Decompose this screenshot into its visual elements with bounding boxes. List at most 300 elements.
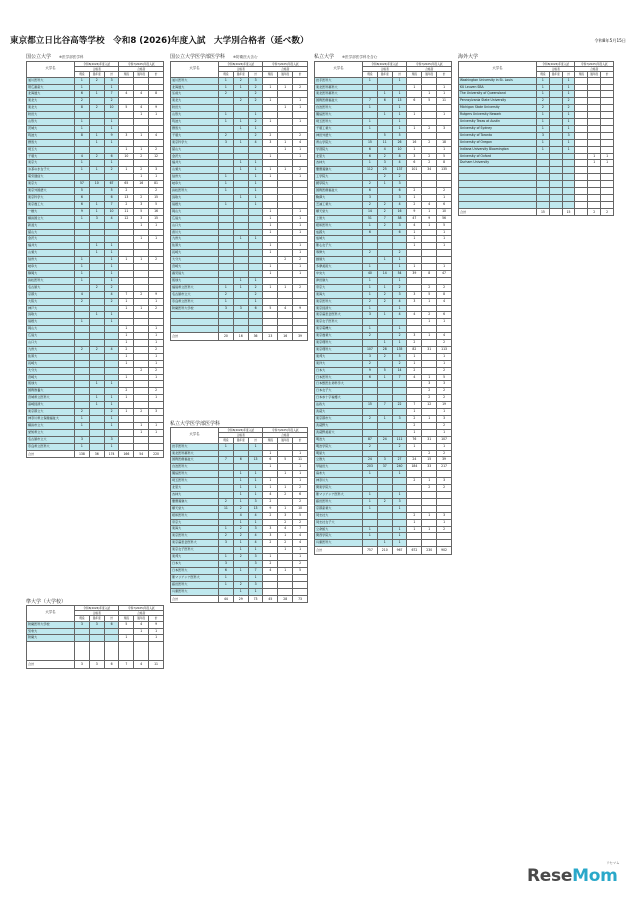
cell-value: 5 bbox=[437, 153, 452, 160]
cell-value: 3 bbox=[149, 409, 164, 416]
table-row bbox=[315, 443, 452, 450]
cell-value: 1 bbox=[437, 353, 452, 360]
table-row bbox=[315, 77, 452, 84]
university-name: University of Oxford bbox=[459, 153, 537, 160]
header-ronin: 過年度 bbox=[278, 72, 293, 77]
table-row bbox=[27, 319, 164, 326]
total-value bbox=[549, 208, 562, 216]
cell-value: 1 bbox=[219, 77, 234, 84]
table-row bbox=[315, 305, 452, 312]
cell-value: 1 bbox=[149, 333, 164, 340]
cell-value: 1 bbox=[104, 250, 119, 257]
cell-value bbox=[233, 270, 248, 277]
university-name: Michigan State University bbox=[459, 105, 537, 112]
university-name: 東北医科薬科大 bbox=[315, 91, 363, 98]
table-row bbox=[27, 84, 164, 91]
cell-value bbox=[134, 381, 149, 388]
cell-value bbox=[377, 478, 392, 485]
cell-value bbox=[75, 305, 90, 312]
cell-value: 1 bbox=[89, 139, 104, 146]
cell-value bbox=[575, 98, 588, 105]
cell-value: 13 bbox=[119, 195, 134, 202]
university-name: 岩手医科大 bbox=[171, 443, 219, 450]
cell-value bbox=[278, 153, 293, 160]
cell-value: 1 bbox=[219, 181, 234, 188]
cell-value: 2 bbox=[119, 346, 134, 353]
total-label: 合計 bbox=[27, 661, 75, 669]
cell-value: 1 bbox=[104, 312, 119, 319]
cell-value: 1 bbox=[562, 77, 575, 84]
header-ronin: 過年度 bbox=[233, 72, 248, 77]
header-total: 計 bbox=[248, 438, 263, 443]
cell-value bbox=[422, 257, 437, 264]
cell-value: 1 bbox=[263, 264, 278, 271]
cell-value bbox=[422, 353, 437, 360]
cell-value bbox=[278, 195, 293, 202]
cell-value: 14 bbox=[392, 367, 407, 374]
cell-value bbox=[537, 201, 550, 208]
table-row bbox=[315, 215, 452, 222]
cell-value bbox=[248, 243, 263, 250]
cell-value: 1 bbox=[75, 119, 90, 126]
cell-value: 4 bbox=[293, 540, 308, 547]
cell-value: 1 bbox=[437, 84, 452, 91]
table-row bbox=[315, 353, 452, 360]
cell-value bbox=[601, 174, 614, 181]
table-row bbox=[315, 229, 452, 236]
cell-value: 2 bbox=[89, 284, 104, 291]
cell-value: 3 bbox=[363, 195, 378, 202]
cell-value: 1 bbox=[562, 112, 575, 119]
table-row bbox=[315, 298, 452, 305]
cell-value: 1 bbox=[407, 429, 422, 436]
cell-value bbox=[392, 429, 407, 436]
header-pass: 合格者 bbox=[219, 433, 263, 438]
university-name bbox=[171, 326, 219, 333]
cell-value: 4 bbox=[248, 512, 263, 519]
cell-value: 1 bbox=[248, 491, 263, 498]
cell-value bbox=[89, 436, 104, 443]
cell-value: 4 bbox=[278, 305, 293, 312]
table-row bbox=[27, 402, 164, 409]
table-row bbox=[459, 105, 614, 112]
header-pass: 合格者 bbox=[537, 67, 575, 72]
university-name: 慶應義塾大 bbox=[315, 167, 363, 174]
cell-value bbox=[89, 160, 104, 167]
cell-value bbox=[601, 91, 614, 98]
cell-value bbox=[263, 195, 278, 202]
cell-value bbox=[549, 181, 562, 188]
cell-value: 1 bbox=[104, 277, 119, 284]
cell-value: 40 bbox=[363, 270, 378, 277]
cell-value: 2 bbox=[75, 98, 90, 105]
cell-value bbox=[562, 160, 575, 167]
section-name: 国公立大学 bbox=[26, 54, 52, 60]
cell-value: 8 bbox=[149, 91, 164, 98]
cell-value: 4 bbox=[104, 346, 119, 353]
total-value: 2 bbox=[588, 208, 601, 216]
cell-value: 1 bbox=[537, 91, 550, 98]
cell-value bbox=[575, 146, 588, 153]
cell-value: 12 bbox=[119, 215, 134, 222]
cell-value: 8 bbox=[75, 105, 90, 112]
cell-value: 1 bbox=[363, 491, 378, 498]
cell-value: 4 bbox=[377, 146, 392, 153]
cell-value: 31 bbox=[422, 436, 437, 443]
university-name bbox=[171, 312, 219, 319]
table-row bbox=[171, 195, 308, 202]
cell-value bbox=[89, 305, 104, 312]
table-row bbox=[459, 201, 614, 208]
cell-value bbox=[149, 139, 164, 146]
cell-value: 1 bbox=[437, 319, 452, 326]
table-row bbox=[171, 174, 308, 181]
cell-value: 3 bbox=[407, 333, 422, 340]
cell-value bbox=[219, 160, 234, 167]
cell-value: 1 bbox=[134, 305, 149, 312]
cell-value bbox=[537, 181, 550, 188]
table-row bbox=[315, 416, 452, 423]
cell-value bbox=[263, 201, 278, 208]
cell-value bbox=[119, 319, 134, 326]
cell-value: 3 bbox=[134, 201, 149, 208]
cell-value bbox=[119, 229, 134, 236]
total-value: 672 bbox=[407, 547, 422, 555]
total-value: 45 bbox=[263, 595, 278, 603]
university-name: 東京女子医科大 bbox=[171, 547, 219, 554]
cell-value bbox=[377, 395, 392, 402]
cell-value bbox=[437, 119, 452, 126]
university-name: 埼玉大 bbox=[27, 146, 75, 153]
table-row bbox=[171, 112, 308, 119]
cell-value: 2 bbox=[134, 409, 149, 416]
total-value: 3 bbox=[75, 661, 90, 669]
cell-value bbox=[422, 277, 437, 284]
cell-value: 1 bbox=[263, 243, 278, 250]
cell-value bbox=[75, 367, 90, 374]
cell-value: 8 bbox=[75, 132, 90, 139]
cell-value bbox=[377, 422, 392, 429]
cell-value: 1 bbox=[537, 77, 550, 84]
cell-value bbox=[549, 132, 562, 139]
university-name: 関東学院大 bbox=[315, 485, 363, 492]
cell-value bbox=[233, 257, 248, 264]
university-name: 東京医科大 bbox=[315, 298, 363, 305]
university-name: 藤田医科大 bbox=[171, 581, 219, 588]
cell-value: 1 bbox=[363, 125, 378, 132]
cell-value: 1 bbox=[233, 567, 248, 574]
table-row bbox=[315, 360, 452, 367]
cell-value: 1 bbox=[149, 353, 164, 360]
table-row bbox=[171, 298, 308, 305]
cell-value: 1 bbox=[104, 125, 119, 132]
table-row bbox=[27, 264, 164, 271]
cell-value: 14 bbox=[363, 208, 378, 215]
cell-value: 3 bbox=[219, 540, 234, 547]
cell-value bbox=[219, 264, 234, 271]
cell-value: 81 bbox=[149, 181, 164, 188]
table-row bbox=[27, 98, 164, 105]
cell-value: 19 bbox=[437, 402, 452, 409]
cell-value: 1 bbox=[75, 257, 90, 264]
cell-value: 51 bbox=[363, 215, 378, 222]
cell-value: 1 bbox=[363, 305, 378, 312]
cell-value bbox=[75, 112, 90, 119]
table-row bbox=[315, 236, 452, 243]
cell-value: 1 bbox=[104, 270, 119, 277]
cell-value: 2 bbox=[248, 91, 263, 98]
cell-value bbox=[422, 491, 437, 498]
table-row bbox=[27, 443, 164, 450]
cell-value: 1 bbox=[422, 374, 437, 381]
cell-value: 3 bbox=[263, 533, 278, 540]
cell-value: 1 bbox=[278, 105, 293, 112]
section-note: ※防衛医大含む bbox=[233, 55, 258, 59]
total-value: 73 bbox=[248, 595, 263, 603]
cell-value bbox=[119, 443, 134, 450]
cell-value: 1 bbox=[422, 526, 437, 533]
total-label: 合計 bbox=[171, 333, 219, 341]
cell-value bbox=[263, 236, 278, 243]
cell-value bbox=[263, 298, 278, 305]
cell-value: 2 bbox=[377, 498, 392, 505]
cell-value: 1 bbox=[392, 526, 407, 533]
cell-value: 1 bbox=[233, 491, 248, 498]
cell-value bbox=[549, 139, 562, 146]
cell-value bbox=[134, 635, 149, 642]
cell-value: 1 bbox=[392, 112, 407, 119]
cell-value bbox=[134, 125, 149, 132]
table-row bbox=[27, 305, 164, 312]
table-row bbox=[27, 422, 164, 429]
total-row bbox=[27, 450, 164, 458]
cell-value: 13 bbox=[392, 98, 407, 105]
cell-value: 1 bbox=[263, 464, 278, 471]
cell-value bbox=[407, 174, 422, 181]
cell-value bbox=[134, 326, 149, 333]
cell-value bbox=[89, 229, 104, 236]
cell-value bbox=[575, 167, 588, 174]
cell-value bbox=[588, 194, 601, 201]
cell-value: 1 bbox=[219, 526, 234, 533]
cell-value: 1 bbox=[278, 547, 293, 554]
cell-value: 2 bbox=[278, 519, 293, 526]
cell-value bbox=[233, 298, 248, 305]
cell-value bbox=[392, 485, 407, 492]
header-gen: 現役 bbox=[537, 72, 550, 77]
university-name: 中央大 bbox=[315, 270, 363, 277]
cell-value bbox=[278, 326, 293, 333]
university-name: 福島県立医科大 bbox=[171, 284, 219, 291]
cell-value bbox=[601, 188, 614, 195]
university-name: 武蔵野大 bbox=[315, 422, 363, 429]
cell-value bbox=[575, 139, 588, 146]
cell-value: 1 bbox=[377, 540, 392, 547]
cell-value: 1 bbox=[278, 84, 293, 91]
cell-value bbox=[233, 201, 248, 208]
cell-value bbox=[588, 119, 601, 126]
cell-value: 1 bbox=[233, 119, 248, 126]
cell-value bbox=[278, 443, 293, 450]
table-row bbox=[27, 416, 164, 423]
cell-value bbox=[363, 395, 378, 402]
cell-value bbox=[75, 236, 90, 243]
university-name: 学習院大 bbox=[315, 146, 363, 153]
table-row bbox=[27, 340, 164, 347]
table-row bbox=[171, 554, 308, 561]
university-name: Rutgers University Newark bbox=[459, 112, 537, 119]
cell-value bbox=[248, 312, 263, 319]
cell-value: 7 bbox=[104, 201, 119, 208]
cell-value: 1 bbox=[407, 236, 422, 243]
cell-value: 1 bbox=[278, 139, 293, 146]
header-ronin: 過年度 bbox=[134, 72, 149, 77]
university-name: 成城大 bbox=[315, 236, 363, 243]
university-name: Pennsylvania State University bbox=[459, 98, 537, 105]
cell-value: 3 bbox=[377, 457, 392, 464]
cell-value bbox=[233, 181, 248, 188]
cell-value: 3 bbox=[363, 312, 378, 319]
cell-value bbox=[407, 284, 422, 291]
cell-value bbox=[89, 360, 104, 367]
section-title-national bbox=[26, 53, 84, 60]
cell-value: 1 bbox=[363, 471, 378, 478]
total-value: 16 bbox=[278, 333, 293, 341]
cell-value: 5 bbox=[149, 201, 164, 208]
cell-value: 3 bbox=[104, 77, 119, 84]
cell-value bbox=[219, 153, 234, 160]
cell-value: 1 bbox=[134, 132, 149, 139]
cell-value: 1 bbox=[149, 222, 164, 229]
university-name: 防衛医科大学校 bbox=[171, 305, 219, 312]
cell-value bbox=[422, 367, 437, 374]
university-name: 岩手医科大 bbox=[315, 77, 363, 84]
cell-value: 2 bbox=[89, 346, 104, 353]
table-row bbox=[171, 153, 308, 160]
cell-value: 13 bbox=[248, 505, 263, 512]
cell-value bbox=[219, 485, 234, 492]
cell-value: 1 bbox=[407, 146, 422, 153]
cell-value: 1 bbox=[407, 526, 422, 533]
table-row bbox=[315, 153, 452, 160]
cell-value: 1 bbox=[233, 195, 248, 202]
cell-value bbox=[377, 264, 392, 271]
header-year-2026: 令和8(2026)年度入試 bbox=[219, 62, 263, 67]
header-total: 計 bbox=[149, 72, 164, 77]
cell-value bbox=[549, 160, 562, 167]
total-value: 36 bbox=[89, 450, 104, 458]
cell-value bbox=[377, 443, 392, 450]
cell-value bbox=[119, 77, 134, 84]
cell-value: 11 bbox=[119, 208, 134, 215]
cell-value: 7 bbox=[363, 98, 378, 105]
cell-value: 5 bbox=[134, 208, 149, 215]
header-name: 大学名 bbox=[315, 62, 363, 78]
header-year-2026: 令和8(2026)年度入試 bbox=[75, 606, 119, 611]
university-name: 佐賀大 bbox=[27, 353, 75, 360]
cell-value bbox=[575, 153, 588, 160]
cell-value bbox=[104, 112, 119, 119]
cell-value: 5 bbox=[437, 374, 452, 381]
cell-value: 6 bbox=[437, 312, 452, 319]
table-row bbox=[27, 395, 164, 402]
cell-value: 8 bbox=[392, 153, 407, 160]
table-row bbox=[315, 201, 452, 208]
cell-value: 1 bbox=[75, 422, 90, 429]
table-row bbox=[315, 250, 452, 257]
cell-value: 2 bbox=[363, 298, 378, 305]
cell-value bbox=[278, 160, 293, 167]
table-row bbox=[315, 478, 452, 485]
university-name: Durham University bbox=[459, 160, 537, 167]
cell-value: 3 bbox=[437, 478, 452, 485]
cell-value bbox=[588, 188, 601, 195]
header-ronin: 過年度 bbox=[422, 72, 437, 77]
cell-value: 2 bbox=[363, 360, 378, 367]
cell-value: 2 bbox=[89, 77, 104, 84]
cell-value: 1 bbox=[293, 146, 308, 153]
cell-value bbox=[134, 333, 149, 340]
cell-value bbox=[219, 471, 234, 478]
cell-value bbox=[588, 167, 601, 174]
cell-value: 2 bbox=[422, 395, 437, 402]
table-row bbox=[315, 243, 452, 250]
university-name bbox=[459, 201, 537, 208]
cell-value: 1 bbox=[437, 409, 452, 416]
cell-value: 1 bbox=[377, 284, 392, 291]
header-name: 大学名 bbox=[171, 62, 219, 78]
table-row bbox=[315, 146, 452, 153]
cell-value: 4 bbox=[75, 291, 90, 298]
header-total: 計 bbox=[392, 72, 407, 77]
total-value: 220 bbox=[149, 450, 164, 458]
cell-value: 13 bbox=[248, 457, 263, 464]
cell-value bbox=[89, 326, 104, 333]
cell-value: 3 bbox=[422, 381, 437, 388]
cell-value bbox=[377, 243, 392, 250]
university-name: 神奈川大 bbox=[315, 478, 363, 485]
cell-value bbox=[233, 153, 248, 160]
cell-value: 4 bbox=[263, 567, 278, 574]
cell-value bbox=[219, 257, 234, 264]
cell-value bbox=[263, 112, 278, 119]
cell-value: 9 bbox=[263, 505, 278, 512]
cell-value: 54 bbox=[392, 270, 407, 277]
cell-value: 1 bbox=[422, 478, 437, 485]
cell-value: 4 bbox=[392, 298, 407, 305]
cell-value bbox=[407, 485, 422, 492]
cell-value: 2 bbox=[248, 84, 263, 91]
cell-value bbox=[422, 174, 437, 181]
cell-value bbox=[219, 229, 234, 236]
cell-value bbox=[392, 236, 407, 243]
cell-value: 2 bbox=[377, 174, 392, 181]
logo-text-a: Rese bbox=[527, 866, 573, 886]
university-name: 日本大 bbox=[171, 561, 219, 568]
cell-value: 2 bbox=[363, 181, 378, 188]
cell-value: 2 bbox=[293, 485, 308, 492]
cell-value: 1 bbox=[233, 547, 248, 554]
section-title-overseas bbox=[458, 53, 478, 60]
cell-value bbox=[437, 505, 452, 512]
cell-value: 1 bbox=[422, 208, 437, 215]
cell-value: 1 bbox=[263, 153, 278, 160]
header-total: 計 bbox=[149, 616, 164, 621]
cell-value bbox=[248, 270, 263, 277]
university-name: 東京農業大 bbox=[315, 333, 363, 340]
table-row bbox=[27, 388, 164, 395]
cell-value: 5 bbox=[119, 105, 134, 112]
